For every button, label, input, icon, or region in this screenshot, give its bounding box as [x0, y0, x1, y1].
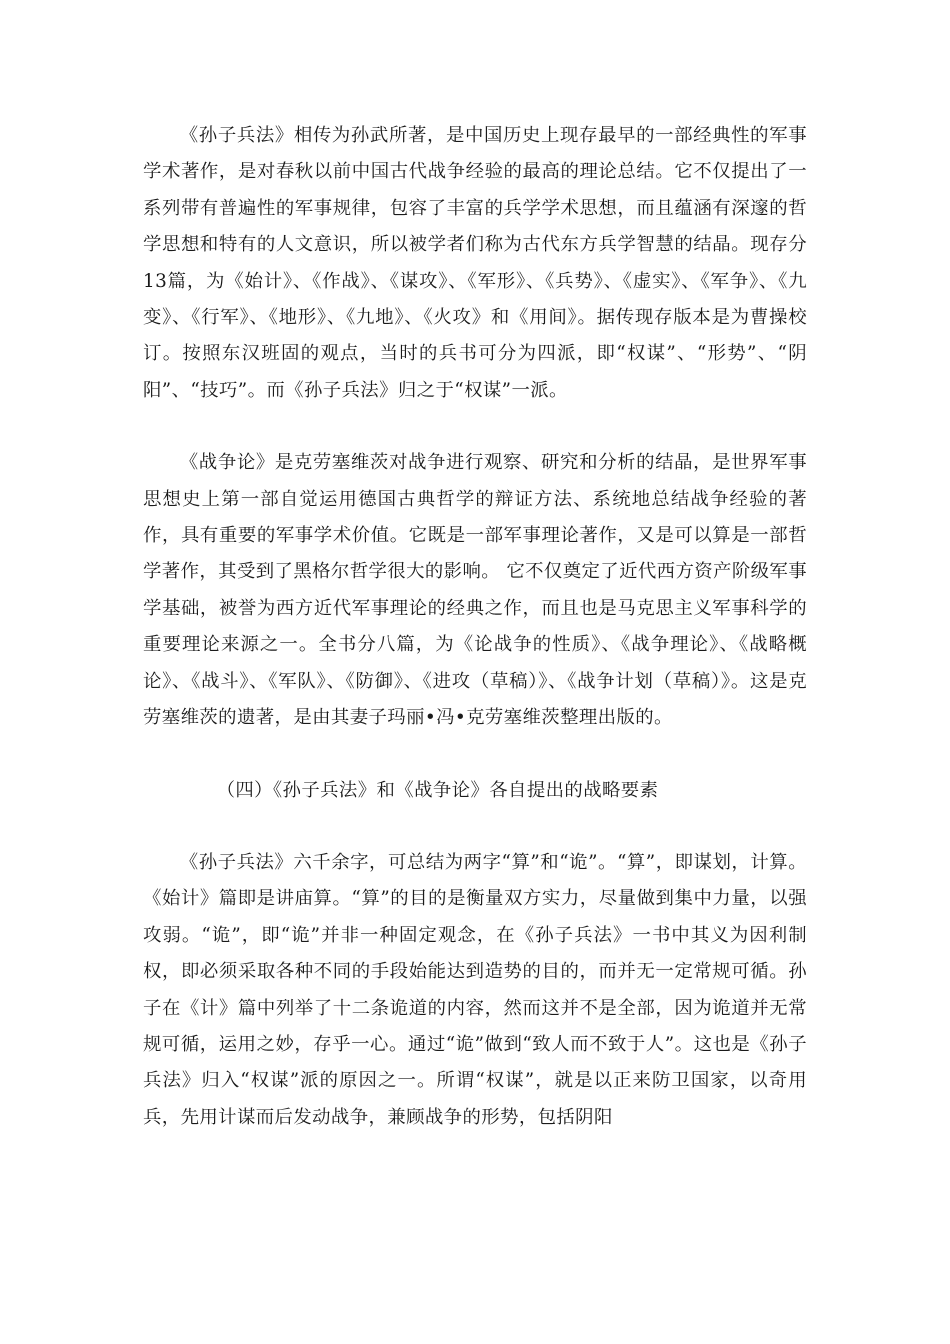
section-heading: （四）《孙子兵法》和《战争论》各自提出的战略要素	[216, 779, 659, 801]
paragraph-on-war-intro: 《战争论》是克劳塞维茨对战争进行观察、研究和分析的结晶，是世界军事思想史上第一部自觉运用德国古典哲学的辩证方法、系统地总结战争经验的著作，具有重要的军事学术价值。它既是一部军事理论著作，又是可以算是一部哲学著作，其受到了黑格尔哲学很大的影响。 它不仅奠定了近代西方资产阶级军事学基础，被誉为西方近代军事理论的经典之作，而且也是马克思主义军事科学的重要理论来源之一。全书分八篇，为《论战争的性质》、《战争理论》、《战略概论》、《战斗》、《军队》、《防御》、《进攻（草稿）》、《战争计划（草稿）》。这是克劳塞维茨的遗著，是由其妻子玛丽•冯•克劳塞维茨整理出版的。	[143, 452, 807, 729]
paragraph-strategic-elements: 《孙子兵法》六千余字，可总结为两字“算”和“诡”。“算”，即谋划，计算。《始计》篇即是讲庙算。“算”的目的是衡量双方实力，尽量做到集中力量，以强攻弱。“诡”，即“诡”并非一种固定观念，在《孙子兵法》一书中其义为因利制权，即必须采取各种不同的手段始能达到造势的目的，而并无一定常规可循。孙子在《计》篇中列举了十二条诡道的内容，然而这并不是全部，因为诡道并无常规可循，运用之妙，存乎一心。通过“诡”做到“致人而不致于人”。这也是《孙子兵法》归入“权谋”派的原因之一。所谓“权谋”，就是以正来防卫国家，以奇用兵，先用计谋而后发动战争，兼顾战争的形势，包括阴阳	[143, 851, 807, 1128]
document-body	[143, 118, 807, 1136]
paragraph-sunzi-intro: 《孙子兵法》相传为孙武所著，是中国历史上现存最早的一部经典性的军事学术著作，是对春秋以前中国古代战争经验的最高的理论总结。它不仅提出了一系列带有普遍性的军事规律，包容了丰富的兵学学术思想，而且蕴涵有深邃的哲学思想和特有的人文意识，所以被学者们称为古代东方兵学智慧的结晶。现存分13篇，为《始计》、《作战》、《谋攻》、《军形》、《兵势》、《虚实》、《军争》、《九变》、《行军》、《地形》、《九地》、《火攻》和《用间》。据传现存版本是为曹操校订。按照东汉班固的观点，当时的兵书可分为四派，即“权谋”、“形势”、“阴阳”、“技巧”。而《孙子兵法》归之于“权谋”一派。	[143, 125, 807, 401]
